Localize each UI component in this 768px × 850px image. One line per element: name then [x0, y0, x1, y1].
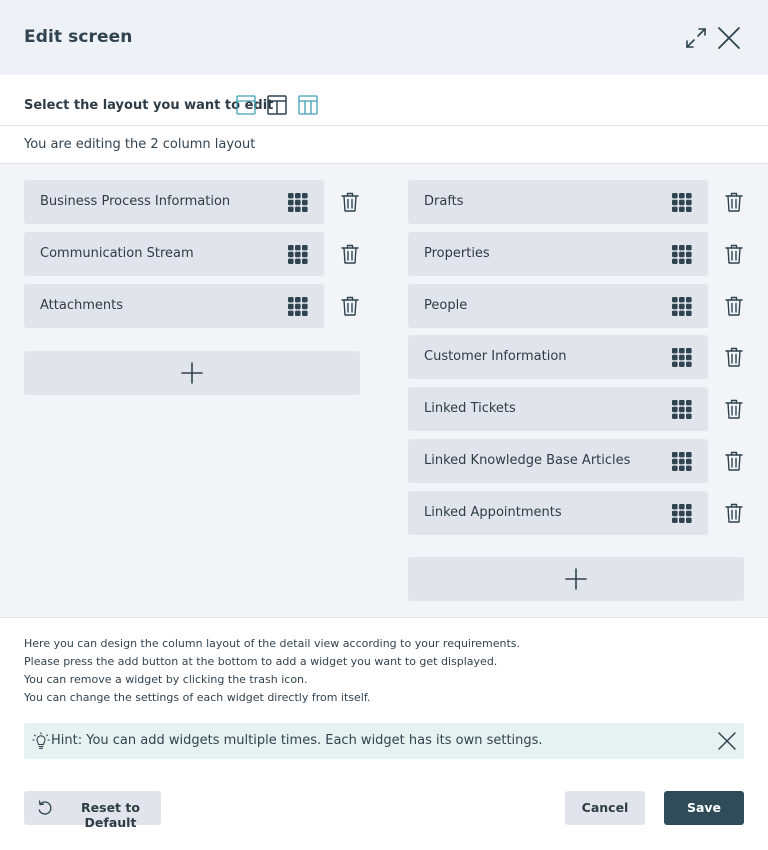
widget-label: Communication Stream [40, 245, 194, 261]
trash-icon[interactable] [340, 243, 360, 265]
widget-label: Properties [424, 245, 490, 261]
widget-card[interactable] [408, 232, 708, 276]
add-widget-left-button[interactable] [24, 351, 360, 395]
drag-handle-icon[interactable] [672, 504, 692, 523]
layout-one-column-icon[interactable] [235, 94, 257, 116]
layout-canvas [0, 164, 768, 618]
widget-label: Drafts [424, 194, 464, 209]
dialog-title: Edit screen [24, 27, 133, 47]
plus-icon [181, 362, 203, 384]
save-button-label: Save [686, 800, 722, 815]
widget-card[interactable] [408, 180, 708, 224]
hint-close-icon[interactable] [716, 730, 738, 752]
trash-icon[interactable] [340, 191, 360, 213]
drag-handle-icon[interactable] [672, 452, 692, 471]
widget-card[interactable] [408, 387, 708, 431]
drag-handle-icon[interactable] [288, 245, 308, 264]
widget-card[interactable] [24, 232, 324, 276]
trash-icon[interactable] [724, 243, 744, 265]
trash-icon[interactable] [724, 398, 744, 420]
help-line: You can change the settings of each widget directly from itself. [24, 691, 371, 704]
expand-icon[interactable] [682, 24, 710, 52]
help-line: Here you can design the column layout of the detail view according to your requirements. [24, 637, 521, 650]
widget-card[interactable] [408, 335, 708, 379]
widget-card[interactable] [408, 491, 708, 535]
widget-card[interactable] [24, 180, 324, 224]
lightbulb-icon [32, 732, 50, 750]
cancel-button-label: Cancel [581, 800, 629, 815]
trash-icon[interactable] [724, 295, 744, 317]
plus-icon [565, 568, 587, 590]
widget-label: Linked Appointments [424, 504, 562, 520]
trash-icon[interactable] [724, 450, 744, 472]
drag-handle-icon[interactable] [672, 348, 692, 367]
layout-two-column-icon[interactable] [266, 94, 288, 116]
reset-to-default-button[interactable] [24, 791, 161, 830]
dialog-header [0, 0, 768, 75]
layout-selector-label: Select the layout you want to edit [24, 98, 274, 113]
drag-handle-icon[interactable] [672, 245, 692, 264]
drag-handle-icon[interactable] [672, 400, 692, 419]
drag-handle-icon[interactable] [672, 193, 692, 212]
widget-label: People [424, 297, 468, 313]
drag-handle-icon[interactable] [672, 297, 692, 316]
save-button[interactable] [664, 791, 744, 825]
hint-text: Hint: You can add widgets multiple times. Each widget has its own settings. [51, 733, 543, 748]
drag-handle-icon[interactable] [288, 193, 308, 212]
widget-label: Linked Tickets [424, 401, 516, 416]
editing-status-text: You are editing the 2 column layout [24, 137, 256, 152]
undo-icon [36, 799, 54, 817]
trash-icon[interactable] [724, 191, 744, 213]
hint-banner [24, 723, 744, 759]
widget-card[interactable] [408, 284, 708, 328]
widget-label: Attachments [40, 297, 123, 313]
editing-status-bar [0, 126, 768, 164]
layout-selector [0, 75, 768, 126]
help-line: Please press the add button at the bottom to add a widget you want to get displayed. [24, 655, 498, 668]
widget-label: Business Process Information [40, 194, 231, 209]
widget-card[interactable] [24, 284, 324, 328]
widget-label: Customer Information [424, 349, 567, 365]
trash-icon[interactable] [340, 295, 360, 317]
add-widget-right-button[interactable] [408, 557, 744, 601]
trash-icon[interactable] [724, 502, 744, 524]
layout-three-column-icon[interactable] [297, 94, 319, 116]
cancel-button[interactable] [565, 791, 645, 825]
reset-button-label: Reset to Default [81, 800, 140, 830]
drag-handle-icon[interactable] [288, 297, 308, 316]
widget-card[interactable] [408, 439, 708, 483]
close-icon[interactable] [715, 24, 743, 52]
help-line: You can remove a widget by clicking the trash icon. [24, 673, 308, 686]
trash-icon[interactable] [724, 346, 744, 368]
widget-label: Linked Knowledge Base Articles [424, 452, 631, 468]
help-text [24, 635, 520, 707]
